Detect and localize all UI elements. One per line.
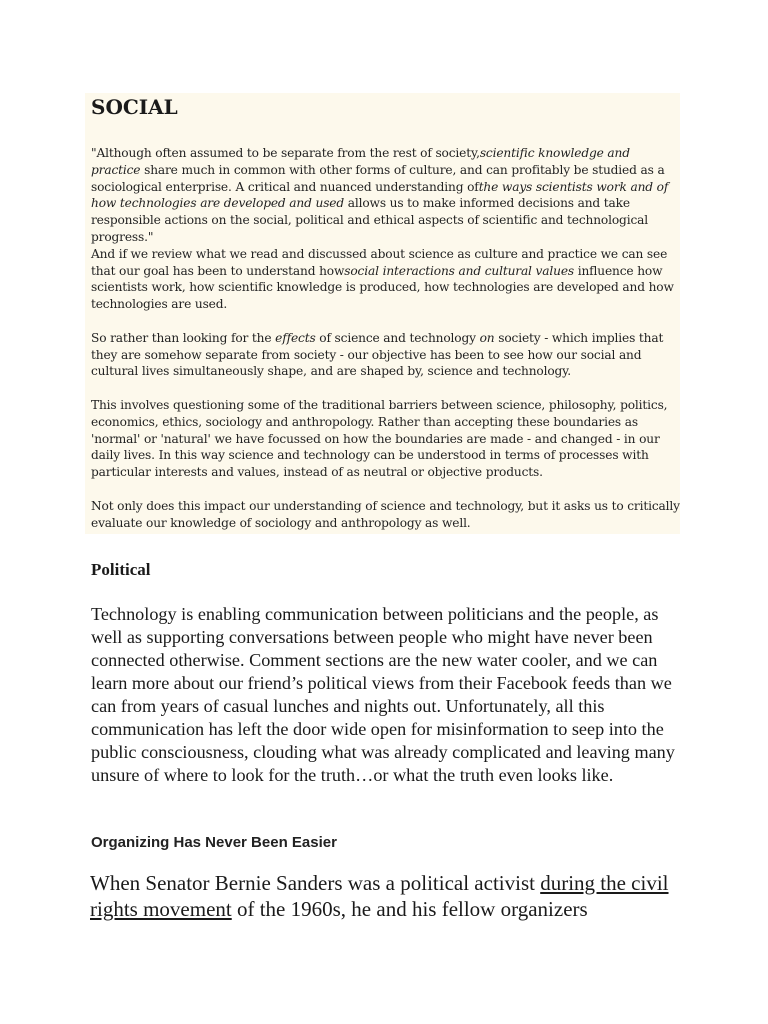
italic-run: on (479, 330, 495, 345)
text-run: influence how scientists work, how scientific knowledge is produced, how technologies are developed and how technologies are used. (91, 263, 674, 312)
text-run: share much in common with other forms of culture, and can profitably be studied as a sociological enterprise. A critical and nuanced understanding of (91, 162, 665, 194)
political-paragraph: Technology is enabling communication between politicians and the people, as well as supporting conversations between people who might have never been connected otherwise. Comment sections are the new water cooler, and we can learn more about our friend’s political views from their Facebook feeds than we can from years of casual lunches and nights out. Unfortunately, all this communication has left the door wide open for misinformation to seep into the public consciousness, clouding what was already complicated and leaving many unsure of where to look for the truth…or what the truth even looks like. (91, 604, 675, 785)
sanders-paragraph (90, 870, 690, 922)
social-section (85, 93, 680, 534)
social-effects-paragraph (91, 330, 681, 380)
social-quote-paragraph (91, 145, 681, 246)
italic-run: scientific knowledge and practice (91, 146, 630, 177)
text-run: When Senator Bernie Sanders was a political activist (90, 871, 541, 895)
italic-run: the ways scientists work and of how technologies are developed and used (91, 179, 669, 211)
civil-rights-link[interactable]: during the civil rights movement (90, 871, 669, 921)
text-run: of science and technology (315, 330, 480, 345)
social-title: SOCIAL (91, 95, 178, 119)
italic-run: social interactions and cultural values (344, 263, 574, 278)
text-run: of the 1960s, he and his fellow organizers (231, 897, 588, 921)
social-body (91, 145, 681, 531)
text-run: allows us to make informed decisions and take responsible actions on the social, political and ethical aspects of scientific and technological progress." (91, 196, 648, 244)
social-impact-paragraph: Not only does this impact our understanding of science and technology, but it asks us to critically evaluate our knowledge of sociology and anthropology as well. (91, 498, 680, 530)
organizing-heading: Organizing Has Never Been Easier (91, 834, 337, 851)
text-run: society - which implies that they are somehow separate from society - our objective has been to see how our social and cultural lives simultaneously shape, and are shaped by, science and technology. (91, 330, 664, 379)
text-run: And if we review what we read and discussed about science as culture and practice we can see that our goal has been to understand how (91, 246, 668, 278)
text-run: So rather than looking for the (91, 330, 276, 345)
political-heading: Political (91, 560, 151, 579)
social-barriers-paragraph: This involves questioning some of the traditional barriers between science, philosophy, politics, economics, ethics, sociology and anthropology. Rather than accepting these boundaries as 'normal' or 'natural' we have focussed on how the boundaries are made - and changed - in our daily lives. In this way science and technology can be understood in terms of processes with particular interests and values, instead of as neutral or objective products. (91, 397, 668, 480)
text-run: "Although often assumed to be separate from the rest of society, (91, 146, 480, 160)
italic-run: effects (275, 330, 316, 345)
social-review-paragraph (91, 246, 681, 313)
